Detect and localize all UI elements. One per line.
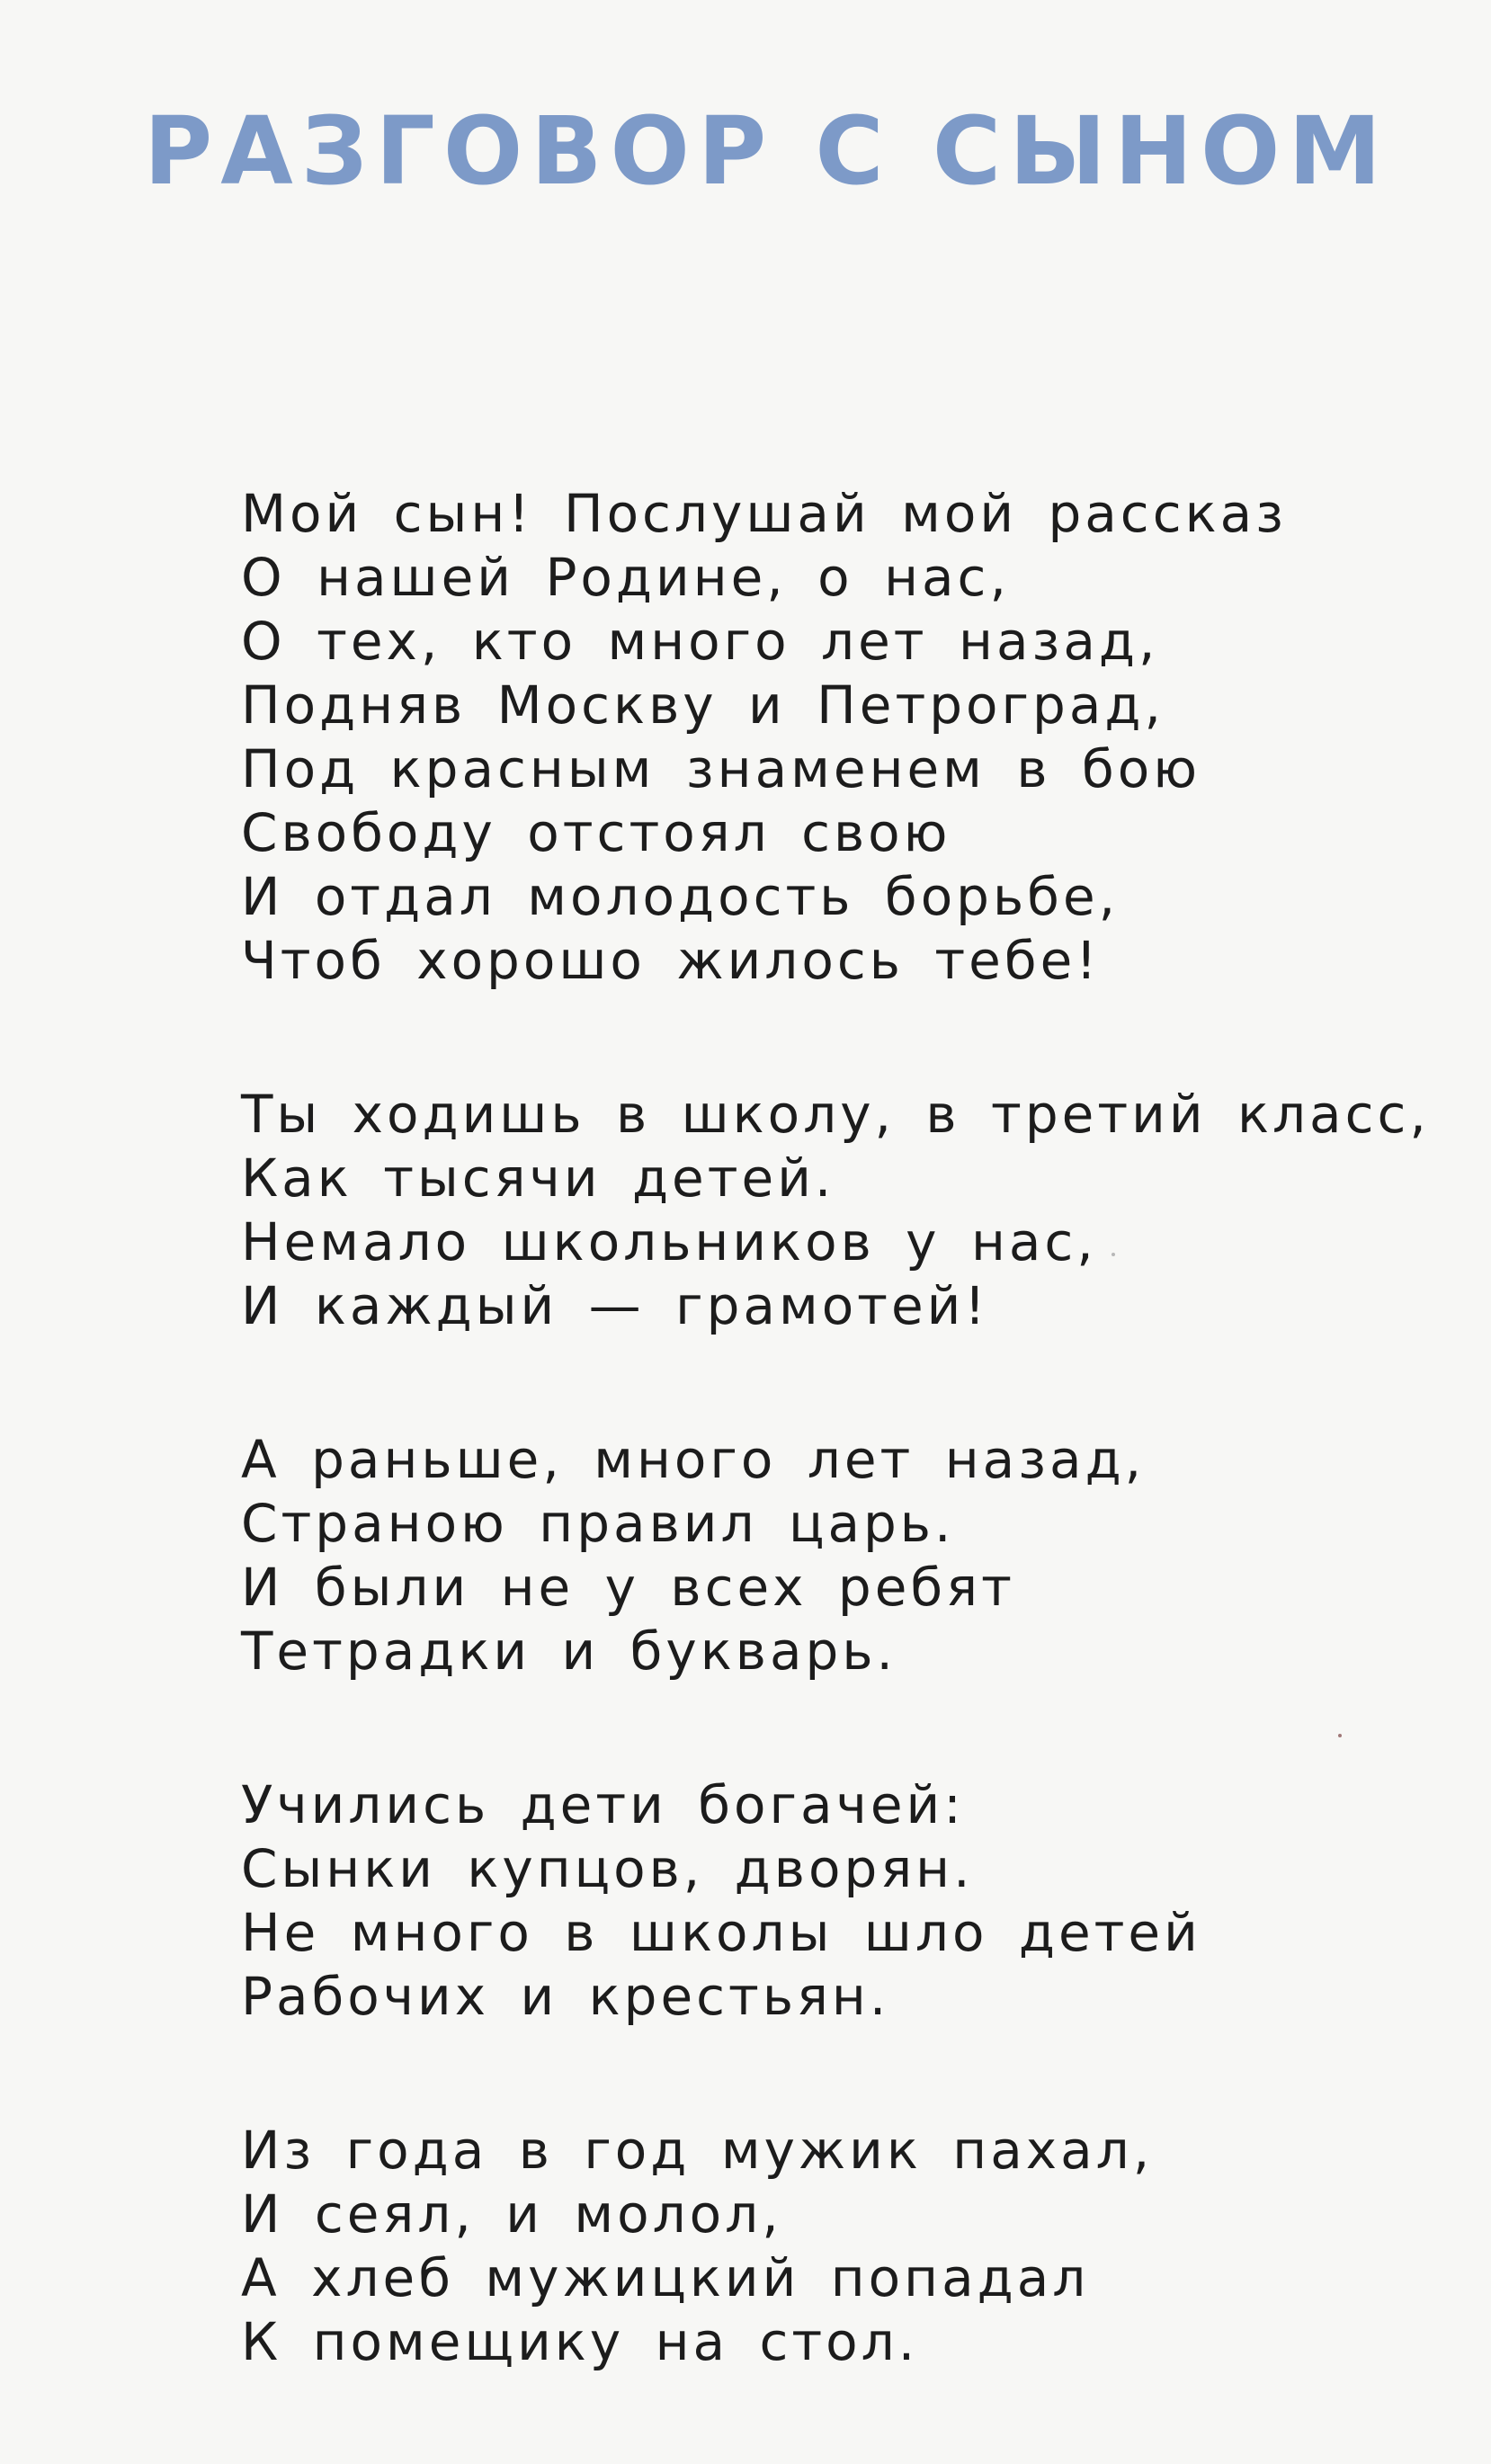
poem-line: Рабочих и крестьян. <box>241 1966 890 2027</box>
poem-line: Под красным знаменем в бою <box>241 738 1201 799</box>
stanza-2 <box>241 1083 1446 1338</box>
poem-body <box>241 482 1446 2464</box>
poem-line: К помещику на стол. <box>241 2311 919 2372</box>
poem-line: Страною правил царь. <box>241 1493 955 1554</box>
paper-speck <box>1338 1734 1342 1737</box>
poem-line: Тетрадки и букварь. <box>241 1620 897 1682</box>
poem-line: Подняв Москву и Петроград, <box>241 674 1165 736</box>
poem-line: Свободу отстоял свою <box>241 802 951 863</box>
poem-line: Ты ходишь в школу, в третий класс, <box>241 1084 1430 1145</box>
poem-line: И были не у всех ребят <box>241 1557 1015 1618</box>
poem-line: Сынки купцов, дворян. <box>241 1838 974 1899</box>
poem-line: Чтоб хорошо жилось тебе! <box>241 930 1101 991</box>
poem-line: А хлеб мужицкий попадал <box>241 2247 1090 2308</box>
stanza-4 <box>241 1773 1446 2029</box>
poem-line: И сеял, и молол, <box>241 2183 782 2245</box>
poem-line: О нашей Родине, о нас, <box>241 547 1010 608</box>
stanza-5 <box>241 2119 1446 2374</box>
paper-speck <box>1112 1253 1115 1256</box>
poem-line: Не много в школы шло детей <box>241 1902 1201 1963</box>
poem-line: О тех, кто много лет назад, <box>241 611 1159 672</box>
poem-line: Немало школьников у нас, <box>241 1211 1097 1272</box>
poem-line: Из года в год мужик пахал, <box>241 2120 1154 2181</box>
poem-line: И каждый — грамотей! <box>241 1275 989 1336</box>
poem-title: РАЗГОВОР С СЫНОМ <box>144 96 1389 206</box>
poem-line: И отдал молодость борьбе, <box>241 866 1120 927</box>
stanza-3 <box>241 1428 1446 1683</box>
poem-line: Мой сын! Послушай мой рассказ <box>241 483 1287 544</box>
poem-line: А раньше, много лет назад, <box>241 1429 1146 1490</box>
poem-line: Как тысячи детей. <box>241 1147 835 1209</box>
stanza-1 <box>241 482 1446 993</box>
poem-line: Учились дети богачей: <box>241 1774 965 1835</box>
